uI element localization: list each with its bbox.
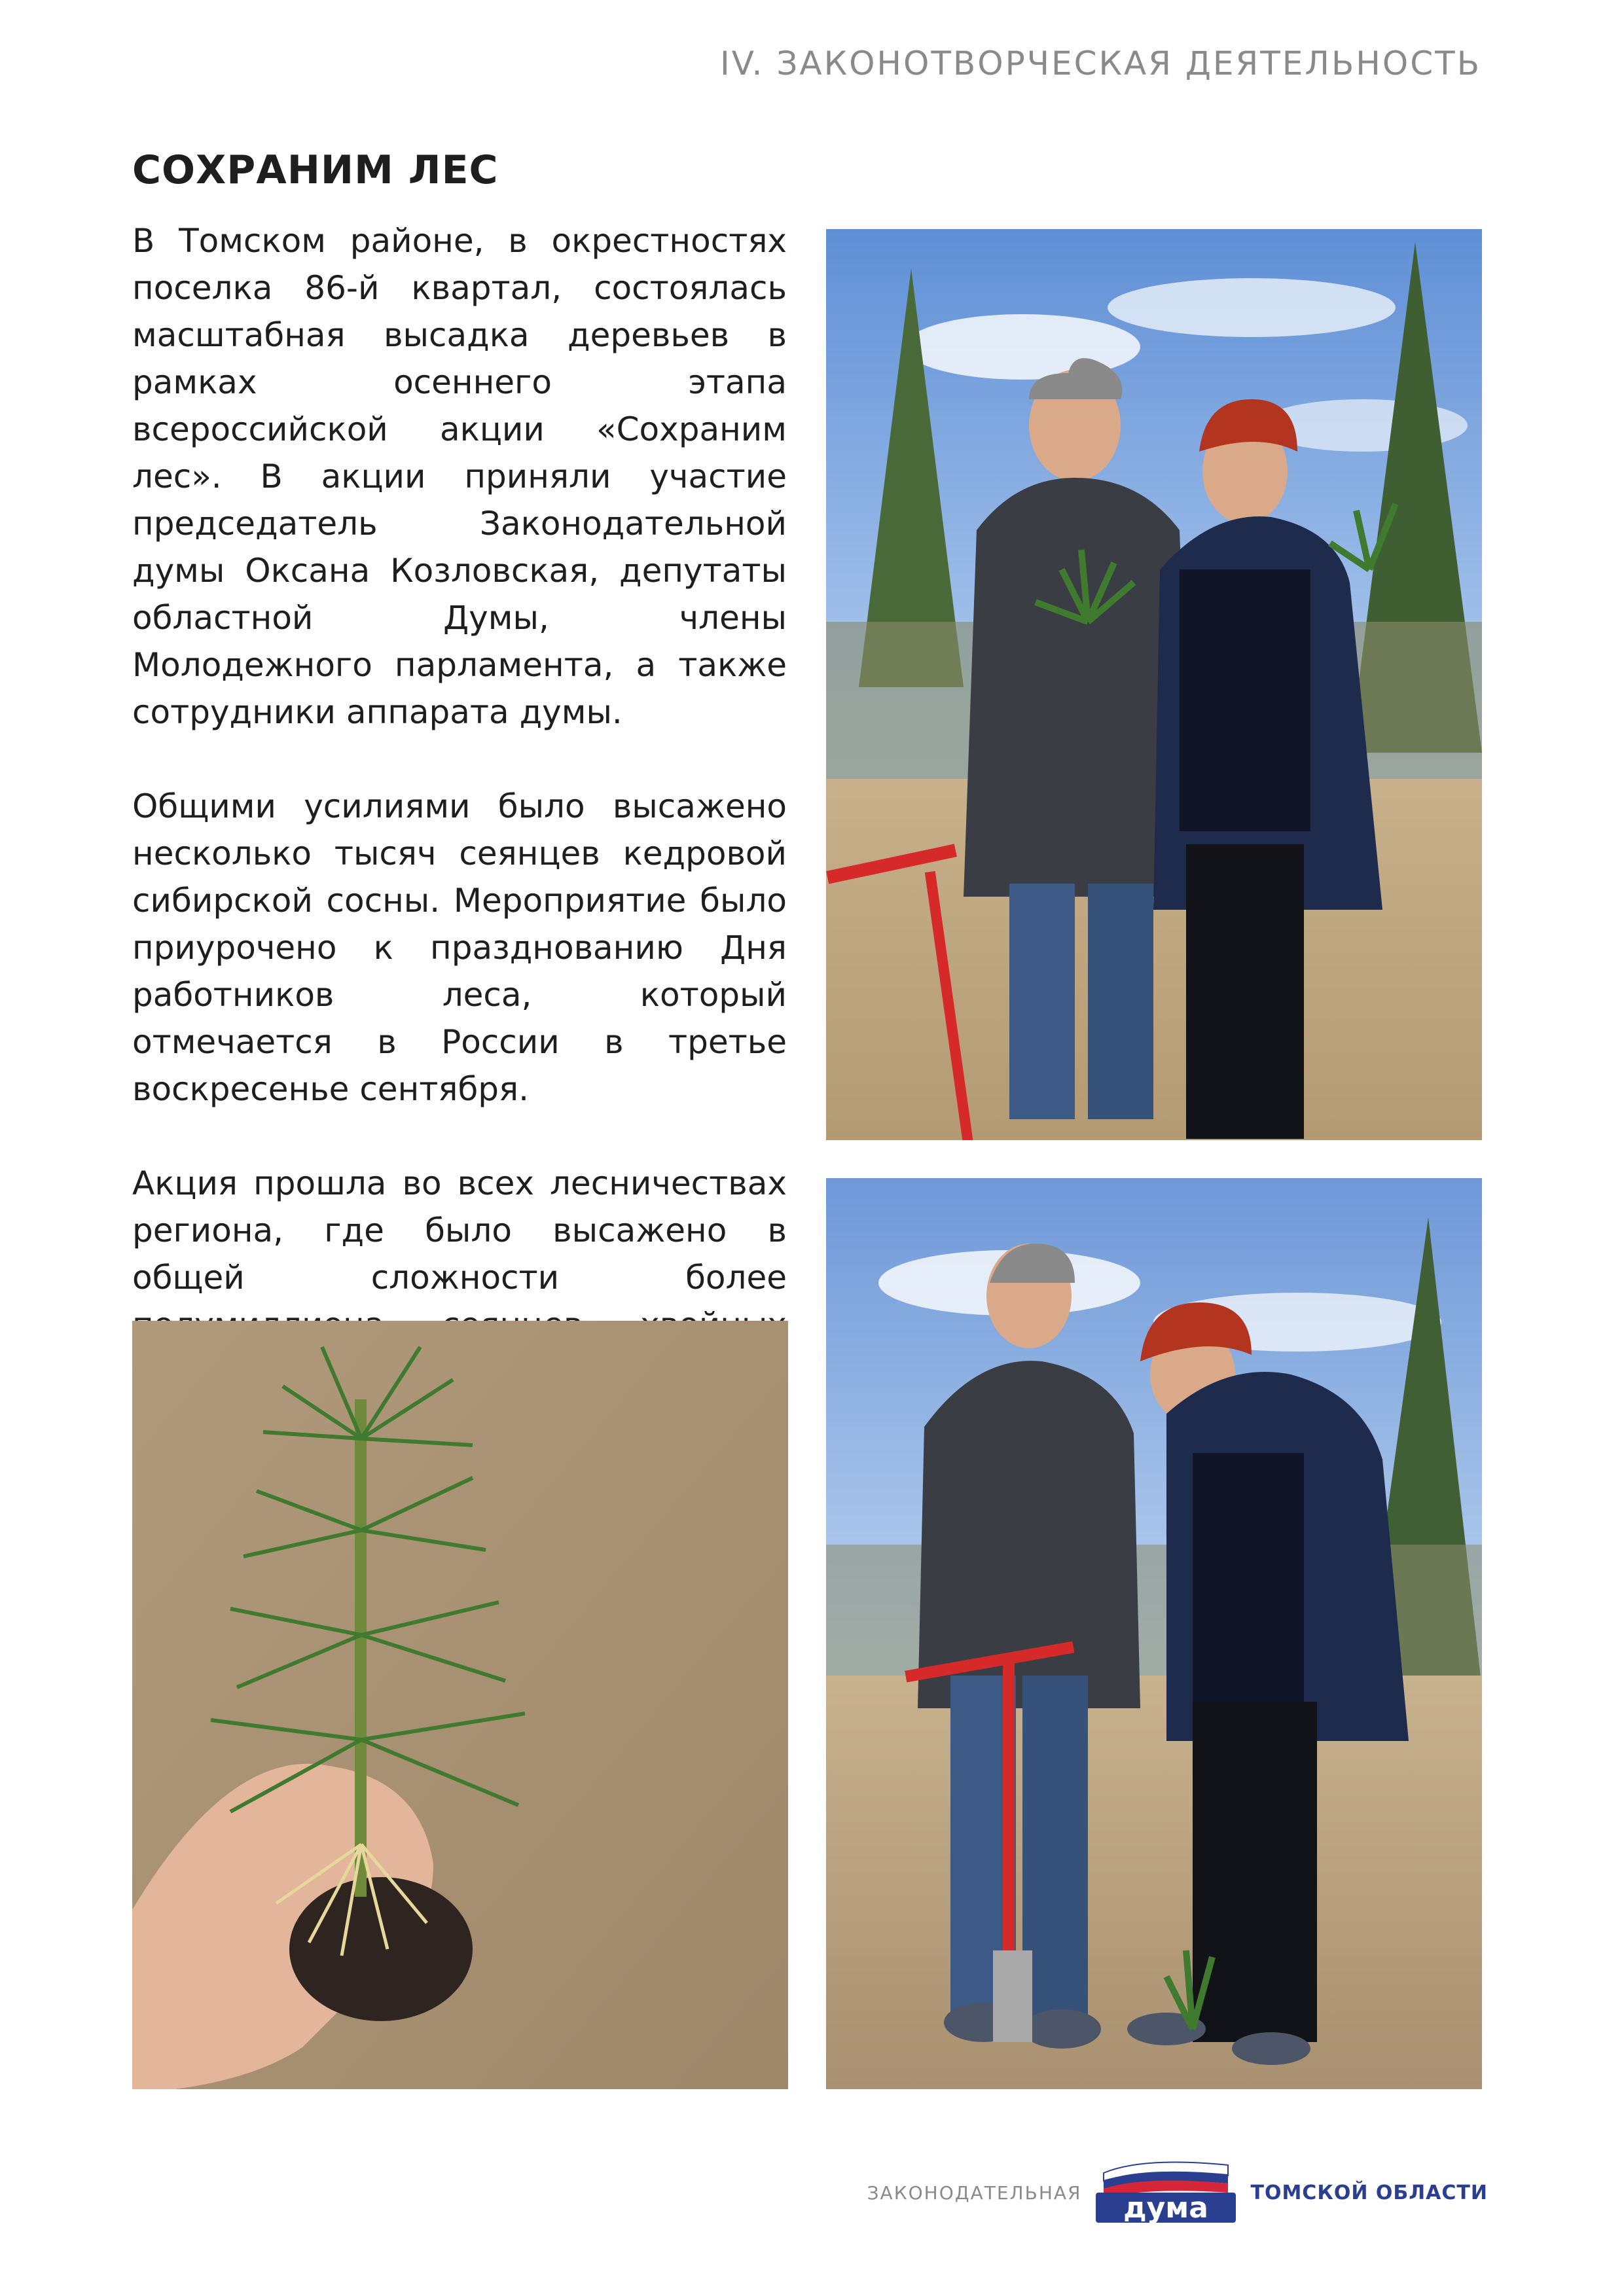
section-header: IV. ЗАКОНОТВОРЧЕСКАЯ ДЕЯТЕЛЬНОСТЬ: [720, 45, 1481, 82]
article-paragraph: В Томском районе, в окрестностях поселка 86-й квартал, состоялась масштабная высадка деревьев в рамках осеннего этапа всероссийской акции «Сохраним лес». В акции приняли участие председатель Законодательной думы Оксана Козловская, депутаты областной Думы, члены Молодежного парламента, а также сотрудники аппарата думы.: [132, 222, 787, 731]
logo-text: дума: [1123, 2191, 1209, 2225]
article-title: СОХРАНИМ ЛЕС: [132, 147, 499, 193]
footer-label-right: ТОМСКОЙ ОБЛАСТИ: [1250, 2181, 1488, 2204]
footer: [867, 2160, 1488, 2225]
article-body: [132, 217, 787, 1443]
photo-seedling-in-hand: [132, 1321, 788, 2089]
photo-planting-seedling: [826, 1178, 1482, 2089]
photo-people-with-seedlings: [826, 229, 1482, 1140]
article-paragraph: Общими усилиями было высажено несколько тысяч сеянцев кедровой сибирской сосны. Мероприятие было приурочено к празднованию Дня работников леса, который отмечается в России в третье воскресенье сентября.: [132, 787, 787, 1108]
article-paragraph: Акция прошла во всех лесничествах региона, где было высажено в общей сложности более: [132, 1164, 787, 1297]
footer-label-left: ЗАКОНОДАТЕЛЬНАЯ: [867, 2181, 1082, 2204]
duma-logo: [1091, 2160, 1241, 2225]
